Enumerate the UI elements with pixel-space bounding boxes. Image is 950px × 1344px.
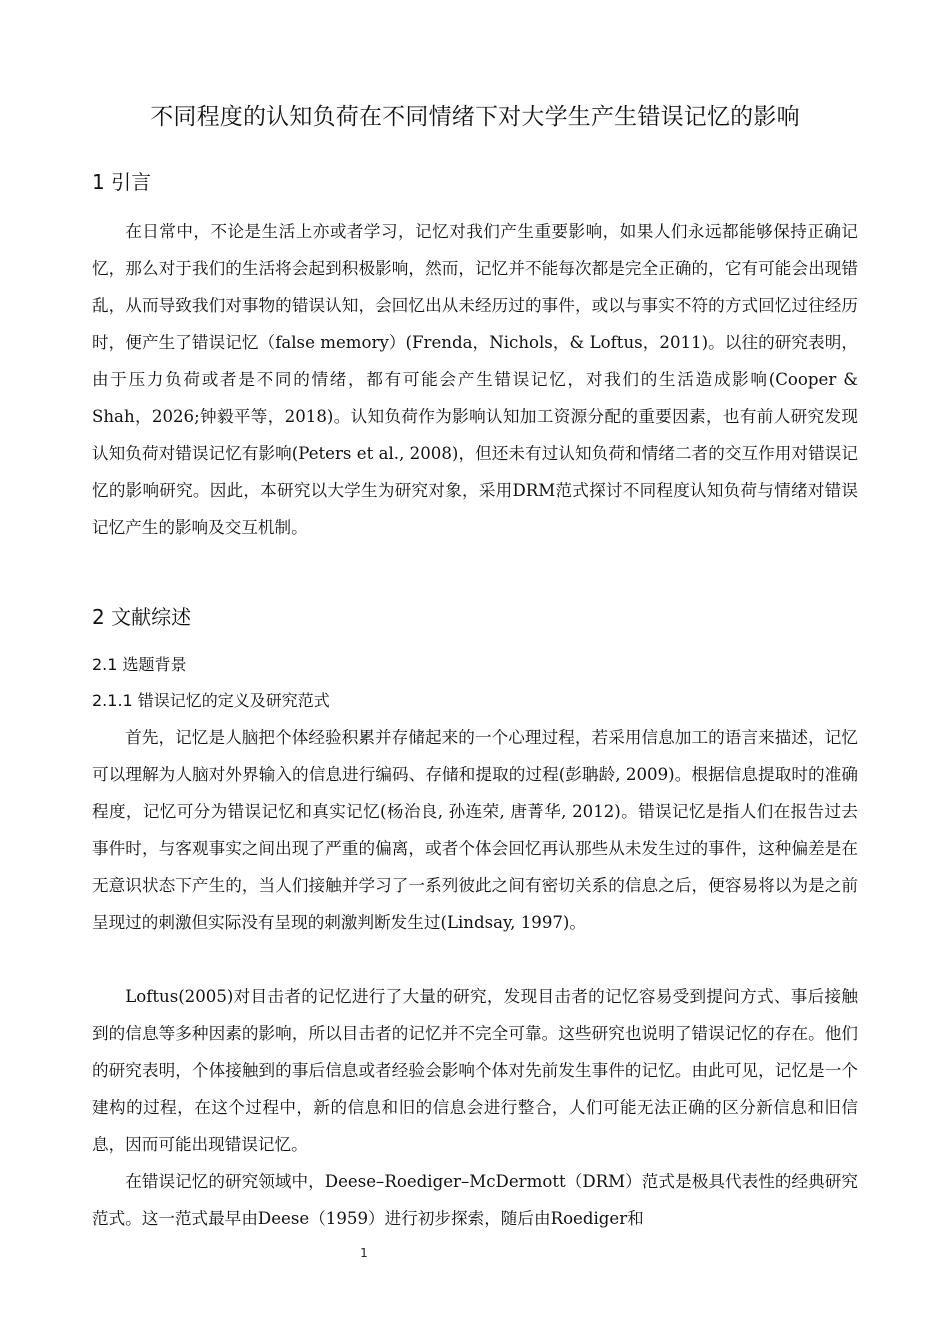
section-heading-literature-review: 2 文献综述 xyxy=(92,605,192,629)
section-heading-introduction: 1 引言 xyxy=(92,170,152,194)
subsection-heading-background: 2.1 选题背景 xyxy=(92,655,187,674)
page-number: 1 xyxy=(360,1246,368,1260)
paragraph-drm: 在错误记忆的研究领域中，Deese–Roediger–McDermott（DRM）范式是极具代表性的经典研究范式。这一范式最早由Deese（1959）进行初步探索，随后由Roediger和 xyxy=(92,1172,858,1228)
paragraph-definition: 首先，记忆是人脑把个体经验积累并存储起来的一个心理过程，若采用信息加工的语言来描述，记忆可以理解为人脑对外界输入的信息进行编码、存储和提取的过程(彭聃龄, 2009)。根据信息提取时的准确程度，记忆可分为错误记忆和真实记忆(杨治良, 孙连荣, 唐菁华, 2012)。错误记忆是指人们在报告过去事件时，与客观事实之间出现了严重的偏离，或者个体会回忆再认那些从未发生过的事件，这种偏差是在无意识状态下产生的，当人们接触并学习了一系列彼此之间有密切关系的信息之后，便容易将以为是之前呈现过的刺激但实际没有呈现的刺激判断发生过(Lindsay, 1997)。 xyxy=(92,728,858,932)
paragraph-loftus: Loftus(2005)对目击者的记忆进行了大量的研究，发现目击者的记忆容易受到提问方式、事后接触到的信息等多种因素的影响，所以目击者的记忆并不完全可靠。这些研究也说明了错误记忆的存在。他们的研究表明，个体接触到的事后信息或者经验会影响个体对先前发生事件的记忆。由此可见，记忆是一个建构的过程，在这个过程中，新的信息和旧的信息会进行整合，人们可能无法正确的区分新信息和旧信息，因而可能出现错误记忆。 xyxy=(92,987,858,1154)
subsubsection-heading-definition: 2.1.1 错误记忆的定义及研究范式 xyxy=(92,691,330,710)
paper-title: 不同程度的认知负荷在不同情绪下对大学生产生错误记忆的影响 xyxy=(150,104,800,130)
paragraph-introduction: 在日常中，不论是生活上亦或者学习，记忆对我们产生重要影响，如果人们永远都能够保持正确记忆，那么对于我们的生活将会起到积极影响，然而，记忆并不能每次都是完全正确的，它有可能会出现错乱，从而导致我们对事物的错误认知，会回忆出从未经历过的事件，或以与事实不符的方式回忆过往经历时，便产生了错误记忆（false memory）(Frenda，Nichols，& Loftus，2011)。以往的研究表明，由于压力负荷或者是不同的情绪，都有可能会产生错误记忆，对我们的生活造成影响(Cooper & Shah，2026;钟毅平等，2018)。认知负荷作为影响认知加工资源分配的重要因素，也有前人研究发现认知负荷对错误记忆有影响(Peters et al., 2008)，但还未有过认知负荷和情绪二者的交互作用对错误记忆的影响研究。因此，本研究以大学生为研究对象，采用DRM范式探讨不同程度认知负荷与情绪对错误记忆产生的影响及交互机制。 xyxy=(92,222,858,537)
